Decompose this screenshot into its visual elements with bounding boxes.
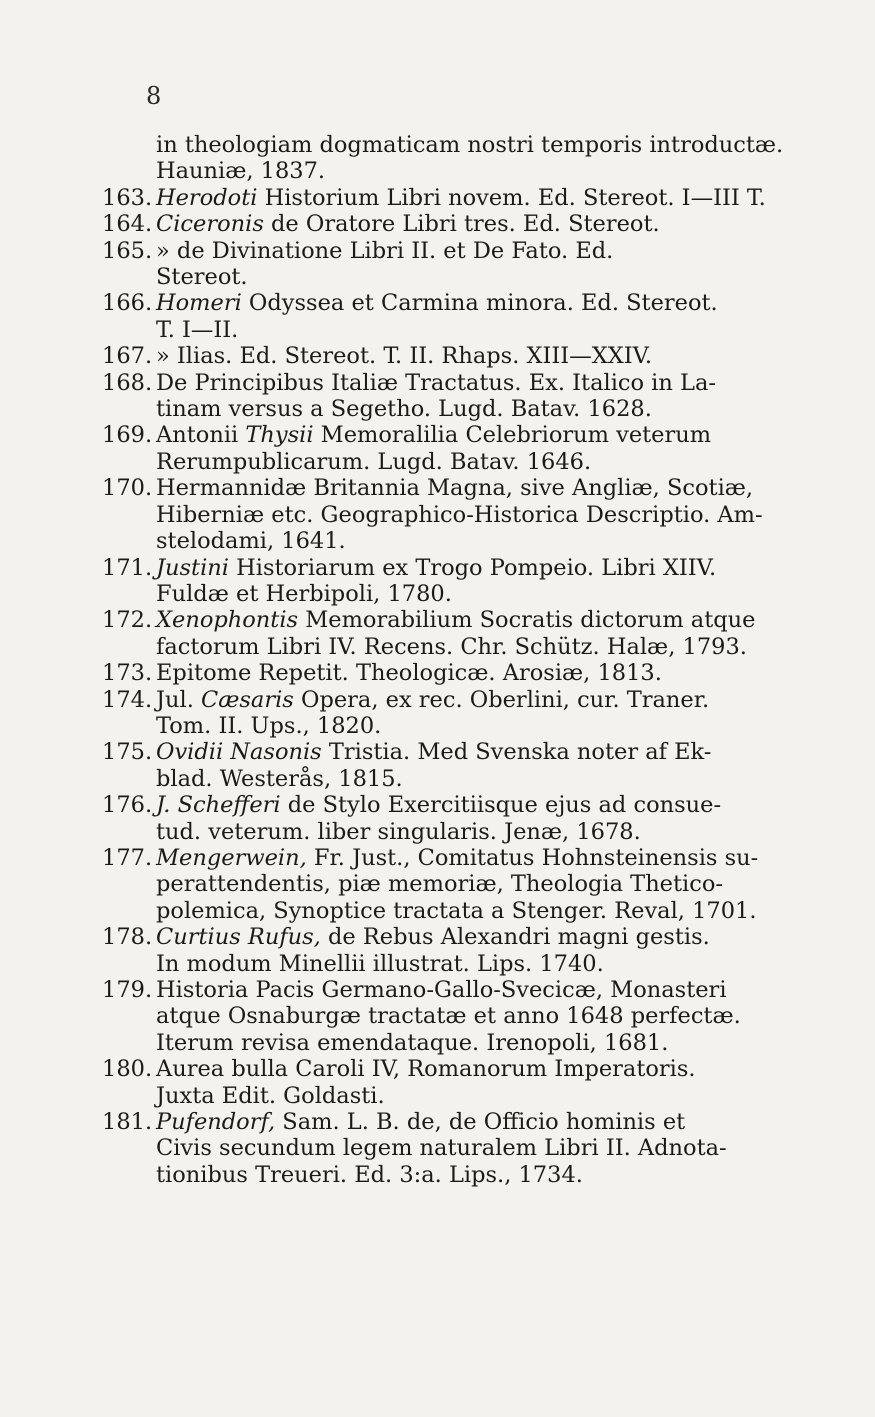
entry-line [156,370,792,396]
entry-line [156,739,792,765]
entry-line [156,898,792,924]
entry-number: 179. [102,977,153,1003]
entry-number: 164. [102,211,153,238]
entry-text: Hermannidæ Britannia Magna, sive Angliæ, Scotiæ, [156,475,754,502]
entry-text: Rerumpublicarum. Lugd. Batav. 1646. [156,448,592,475]
entry-text: » de Divinatione Libri II. et De Fato. Ed. [156,237,614,264]
entry-text: Tristia. Med Svenska noter af Ek- [321,739,712,766]
catalog-entries [102,132,792,1188]
entry-number: 172. [102,607,153,634]
entry-number: 176. [102,792,153,819]
author-name: Ciceronis [156,211,264,238]
entry-text: In modum Minellii illustrat. Lips. 1740. [156,950,604,977]
catalog-entry [102,475,792,554]
entry-line [156,581,792,607]
entry-text: tud. veterum. liber singularis. Jenæ, 1678. [156,818,641,845]
entry-text: Historiarum ex Trogo Pompeio. Libri XIIV. [228,554,717,581]
entry-line [156,211,792,237]
author-name: Homeri [156,290,242,317]
entry-line [156,766,792,792]
catalog-entry [102,343,792,369]
entry-line [156,264,792,290]
entry-number: 174. [102,686,153,713]
entry-text: Jul. [156,686,202,713]
catalog-entry [102,977,792,1056]
author-name: Curtius Rufus, [156,924,321,951]
entry-text: polemica, Synoptice tractata a Stenger. Reval, 1701. [156,897,757,924]
entry-text: Aurea bulla Caroli IV, Romanorum Imperatoris. [156,1056,696,1083]
author-name: Cæsaris [201,686,294,713]
entry-text: De Principibus Italiæ Tractatus. Ex. Italico in La- [156,369,716,396]
entry-text: Hiberniæ etc. Geographico-Historica Descriptio. Am- [156,501,763,528]
entry-number: 163. [102,184,153,211]
catalog-entry [102,555,792,608]
catalog-entry [102,211,792,237]
entry-text: de Stylo Exercitiisque ejus ad consue- [280,792,722,819]
entry-text: Stereot. [156,264,248,291]
page-number: 8 [146,82,162,110]
catalog-entry [102,290,792,343]
entry-number: 171. [102,554,153,581]
entry-text: Juxta Edit. Goldasti. [156,1082,385,1109]
entry-number: 173. [102,660,153,687]
entry-text: Fr. Just., Comitatus Hohnsteinensis su- [306,844,759,871]
continuation-line: in theologiam dogmaticam nostri temporis introductæ. [156,132,784,158]
entry-text: » Ilias. Ed. Stereot. T. II. Rhaps. XIII—XXIV. [156,343,653,370]
entry-line [156,871,792,897]
entry-line [156,713,792,739]
catalog-entry [102,792,792,845]
catalog-entry [102,370,792,423]
entry-line [156,687,792,713]
entry-number: 170. [102,475,153,502]
entry-text: Sam. L. B. de, de Officio hominis et [275,1109,686,1136]
author-name: Ovidii Nasonis [156,739,322,766]
entry-number: 175. [102,739,153,766]
catalog-entry [102,739,792,792]
entry-text: Odyssea et Carmina minora. Ed. Stereot. [241,290,718,317]
entry-text: de Rebus Alexandri magni gestis. [320,924,710,951]
entry-line [156,185,792,211]
entry-line [156,1030,792,1056]
entry-line [156,396,792,422]
entry-text: Historium Libri novem. Ed. Stereot. I—III T. [257,184,766,211]
entry-number: 181. [102,1109,153,1136]
author-name: Justini [156,554,229,581]
entry-text: tionibus Treueri. Ed. 3:a. Lips., 1734. [156,1161,583,1188]
entry-line [156,1083,792,1109]
author-name: Xenophontis [156,607,299,634]
continuation-entry [102,132,792,185]
entry-number: 167. [102,343,153,370]
continuation-line: Hauniæ, 1837. [156,158,326,185]
entry-number: 169. [102,422,153,449]
entry-line [156,449,792,475]
entry-line [156,1056,792,1082]
entry-line [156,1135,792,1161]
entry-number: 165. [102,237,153,264]
catalog-entry [102,687,792,740]
entry-text: Fuldæ et Herbipoli, 1780. [156,580,452,607]
catalog-entry [102,1056,792,1109]
entry-text: Antonii [156,422,246,449]
entry-text: Opera, ex rec. Oberlini, cur. Traner. [293,686,710,713]
entry-line [156,290,792,316]
entry-line [156,951,792,977]
entry-line [156,924,792,950]
entry-line [156,238,792,264]
catalog-entry [102,660,792,686]
entry-line [156,475,792,501]
catalog-entry [102,924,792,977]
entry-line [156,1003,792,1029]
entry-text: T. I—II. [156,316,239,343]
entry-line [156,607,792,633]
entry-number: 177. [102,844,153,871]
entry-line [156,845,792,871]
entry-line [156,555,792,581]
entry-line [156,1162,792,1188]
entry-text: tinam versus a Segetho. Lugd. Batav. 1628. [156,396,652,423]
entry-text: perattendentis, piæ memoriæ, Theologia Thetico- [156,871,723,898]
author-name: Pufendorf, [156,1109,276,1136]
catalog-entry [102,238,792,291]
author-name: Herodoti [156,184,258,211]
author-name: Thysii [245,422,314,449]
entry-line [156,317,792,343]
entry-number: 166. [102,290,153,317]
catalog-entry [102,185,792,211]
entry-text: Iterum revisa emendataque. Irenopoli, 1681. [156,1029,669,1056]
entry-text: stelodami, 1641. [156,528,346,555]
catalog-entry [102,422,792,475]
author-name: Mengerwein, [156,844,307,871]
entry-line [156,660,792,686]
entry-line [156,343,792,369]
entry-text: Memorabilium Socratis dictorum atque [298,607,756,634]
entry-number: 178. [102,924,153,951]
entry-line [156,819,792,845]
entry-number: 180. [102,1056,153,1083]
entry-line [156,792,792,818]
catalog-entry [102,607,792,660]
entry-line [156,502,792,528]
entry-line [156,634,792,660]
entry-text: factorum Libri IV. Recens. Chr. Schütz. Halæ, 1793. [156,633,747,660]
catalog-entry [102,845,792,924]
entry-text: atque Osnaburgæ tractatæ et anno 1648 perfectæ. [156,1003,741,1030]
entry-text: Epitome Repetit. Theologicæ. Arosiæ, 1813. [156,660,662,687]
entry-text: blad. Westerås, 1815. [156,765,403,792]
entry-text: Historia Pacis Germano-Gallo-Svecicæ, Monasteri [156,977,727,1003]
entry-text: Memoralilia Celebriorum veterum [313,422,712,449]
entry-text: Civis secundum legem naturalem Libri II. Adnota- [156,1135,727,1162]
catalog-entry [102,1109,792,1188]
entry-number: 168. [102,369,153,396]
entry-line [156,528,792,554]
author-name: J. Schefferi [156,792,281,819]
entry-line [156,977,792,1003]
entry-line [156,1109,792,1135]
entry-text: Tom. II. Ups., 1820. [156,712,382,739]
entry-text: de Oratore Libri tres. Ed. Stereot. [263,211,660,238]
entry-line [156,422,792,448]
